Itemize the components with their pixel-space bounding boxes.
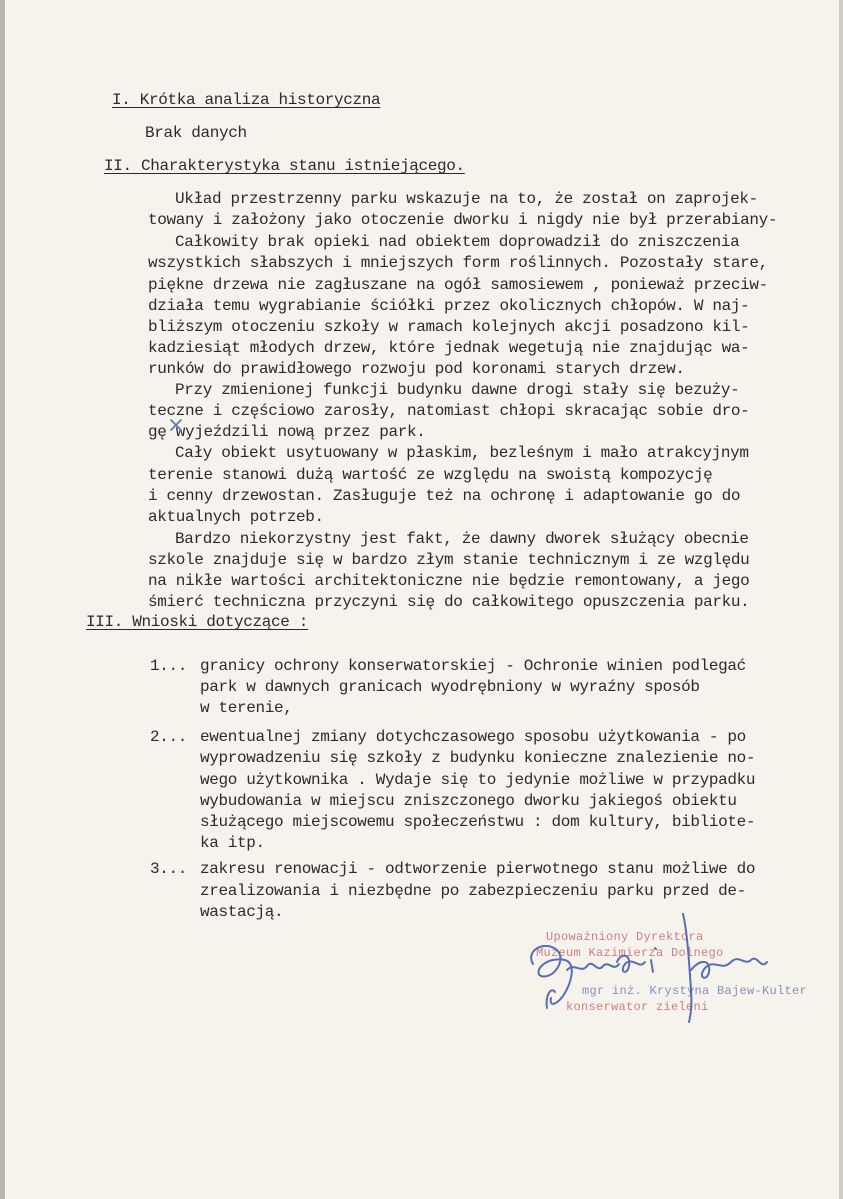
section-2-line: Układ przestrzenny parku wskazuje na to, że został on zaprojek-	[175, 190, 758, 208]
stamp-line: konserwator zieleni	[566, 1000, 709, 1014]
conclusion-line: wybudowania w miejscu zniszczonego dworku jakiegoś obiektu	[200, 792, 737, 810]
section-2-line: wszystkich słabszych i mniejszych form roślinnych. Pozostały stare,	[148, 254, 768, 272]
handwritten-signature	[505, 900, 825, 1030]
conclusion-line: w terenie,	[200, 699, 293, 717]
conclusion-line: wastacją.	[200, 903, 284, 921]
section-2-line: Przy zmienionej funkcji budynku dawne drogi stały się bezuży-	[175, 381, 740, 399]
conclusion-number: 1...	[150, 657, 188, 675]
section-2-line: runków do prawidłowego rozwoju pod koronami starych drzew.	[148, 360, 685, 378]
section-2-line: działa temu wygrabianie ściółki przez okolicznych chłopów. W naj-	[148, 297, 750, 315]
conclusion-line: zrealizowania i niezbędne po zabezpieczeniu parku przed de-	[200, 882, 746, 900]
conclusion-line: zakresu renowacji - odtworzenie pierwotnego stanu możliwe do	[200, 860, 756, 878]
heading-section-3: III. Wnioski dotyczące :	[86, 613, 309, 631]
section-2-line: i cenny drzewostan. Zasługuje też na ochronę i adaptowanie go do	[148, 487, 741, 505]
section-2-line: terenie stanowi dużą wartość ze względu na swoistą kompozycję	[148, 466, 713, 484]
section-2-line: Bardzo niekorzystny jest fakt, że dawny dworek służący obecnie	[175, 530, 749, 548]
section-2-line: piękne drzewa nie zagłuszane na ogół samosiewem , ponieważ przeciw-	[148, 276, 768, 294]
stamp-line: Muzeum Kazimierza Dolnego	[536, 946, 724, 960]
section-2-line: gę wyjeździli nową przez park.	[148, 423, 426, 441]
section-2-line: na nikłe wartości architektoniczne nie będzie remontowany, a jego	[148, 572, 750, 590]
section-2-line: towany i założony jako otoczenie dworku i nigdy nie był przerabiany-	[148, 211, 778, 229]
scan-edge-left	[0, 0, 5, 1199]
section-1-body: Brak danych	[145, 124, 247, 142]
ink-cross-mark-icon	[169, 418, 183, 432]
section-2-line: śmierć techniczna przyczyni się do całkowitego opuszczenia parku.	[148, 593, 750, 611]
heading-section-2: II. Charakterystyka stanu istniejącego.	[104, 157, 465, 175]
conclusion-number: 3...	[150, 860, 188, 878]
section-2-line: bliższym otoczeniu szkoły w ramach kolejnych akcji posadzono kil-	[148, 318, 750, 336]
section-2-line: szkole znajduje się w bardzo złym stanie technicznym i ze względu	[148, 551, 750, 569]
conclusion-line: wego użytkownika . Wydaje się to jedynie możliwe w przypadku	[200, 771, 756, 789]
section-2-line: aktualnych potrzeb.	[148, 508, 324, 526]
section-2-line: Cały obiekt usytuowany w płaskim, bezleśnym i mało atrakcyjnym	[175, 444, 749, 462]
section-2-line: teczne i częściowo zarosły, natomiast chłopi skracając sobie dro-	[148, 402, 750, 420]
stamp-line: mgr inż. Krystyna Bajew-Kulter	[582, 984, 808, 998]
conclusion-line: granicy ochrony konserwatorskiej - Ochronie winien podlegać	[200, 657, 746, 675]
conclusion-line: wyprowadzeniu się szkoły z budynku konieczne znalezienie no-	[200, 749, 756, 767]
heading-section-1: I. Krótka analiza historyczna	[112, 91, 381, 109]
stamp-line: Upoważniony Dyrektora	[546, 930, 704, 944]
section-2-line: kadziesiąt młodych drzew, które jednak wegetują nie znajdując wa-	[148, 339, 750, 357]
conclusion-line: służącego miejscowemu społeczeństwu : dom kultury, bibliote-	[200, 813, 756, 831]
conclusion-line: ewentualnej zmiany dotychczasowego sposobu użytkowania - po	[200, 728, 746, 746]
conclusion-line: park w dawnych granicach wyodrębniony w wyraźny sposób	[200, 678, 700, 696]
conclusion-number: 2...	[150, 728, 188, 746]
scan-edge-right	[839, 0, 843, 1199]
conclusion-line: ka itp.	[200, 834, 265, 852]
section-2-line: Całkowity brak opieki nad obiektem doprowadził do zniszczenia	[175, 233, 740, 251]
